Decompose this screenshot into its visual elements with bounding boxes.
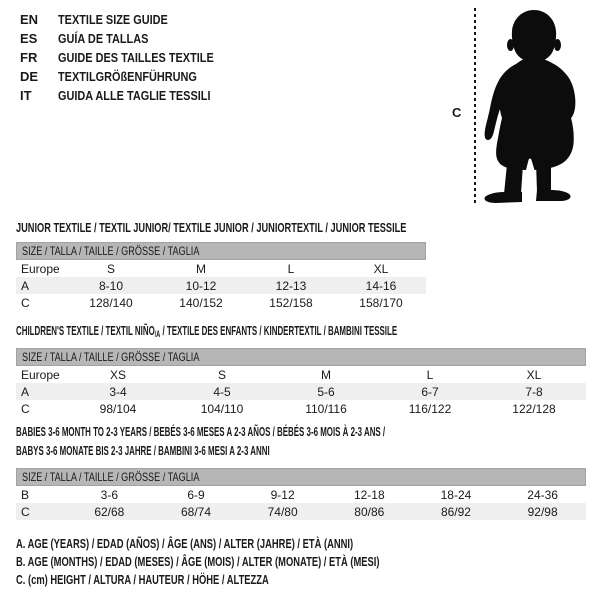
silhouette-foot-right [536, 190, 571, 201]
table-cell: XS [109, 367, 126, 382]
table-cell: 86/92 [440, 504, 471, 519]
table-cell: 3-4 [109, 384, 127, 399]
size-header-bar: SIZE / TALLA / TAILLE / GRÖSSE / TAGLIA [16, 348, 586, 366]
table-cell: 6-9 [187, 487, 205, 502]
table-title: BABIES 3-6 MONTH TO 2-3 YEARS / BEBÉS 3-6 MESES A 2-3 AÑOS / BÉBÉS 3-6 MOIS À 2-3 ANS / BABYS 3-6 MONATE BIS 2-3 JAHRE / BAMBINI 3-6 MESI A 2-3 ANNI [16, 424, 386, 458]
table-cell: 74/80 [267, 504, 298, 519]
height-measure-dashed-line [474, 8, 476, 205]
table-row [16, 383, 586, 400]
language-code: DE [20, 69, 39, 84]
language-title: GUIDE DES TAILLES TEXTILE [58, 50, 214, 65]
table-cell: 104/110 [200, 401, 244, 416]
table-row [16, 294, 426, 311]
height-marker-label: C [452, 105, 462, 120]
toddler-silhouette [482, 6, 587, 206]
row-label: B [21, 487, 30, 502]
legend [16, 535, 501, 589]
silhouette-torso [500, 58, 573, 118]
table-cell: XL [526, 367, 542, 382]
table-row [16, 486, 586, 503]
language-code: IT [20, 88, 32, 103]
table-cell: 18-24 [440, 487, 472, 502]
row-label: C [21, 401, 30, 416]
size-table [16, 366, 586, 417]
table-cell: L [287, 261, 295, 276]
size-table [16, 486, 586, 520]
table-row [16, 260, 426, 277]
table-cell: 4-5 [213, 384, 231, 399]
table-cell: 5-6 [317, 384, 335, 399]
table-cell: 92/98 [527, 504, 558, 519]
legend-line-c: C. (cm) HEIGHT / ALTURA / HAUTEUR / HÖHE / ALTEZZA [16, 573, 269, 587]
legend-line-b: B. AGE (MONTHS) / EDAD (MESES) / ÂGE (MOIS) / ALTER (MONATE) / ETÀ (MESI) [16, 555, 380, 569]
table-cell: 7-8 [525, 384, 543, 399]
table-cell: 128/140 [89, 295, 133, 310]
row-label: Europe [21, 261, 60, 276]
silhouette-ear-right [554, 39, 561, 51]
table-cell: 24-36 [527, 487, 558, 502]
table-row [16, 366, 586, 383]
table-cell: 3-6 [100, 487, 118, 502]
language-code: FR [20, 50, 38, 65]
silhouette-leg-left [504, 164, 523, 194]
language-code: EN [20, 12, 39, 27]
silhouette-ear-left [507, 39, 514, 51]
table-cell: 98/104 [99, 401, 137, 416]
table-cell: 10-12 [185, 278, 217, 293]
table-cell: 68/74 [180, 504, 211, 519]
table-cell: 122/128 [512, 401, 556, 416]
table-title: JUNIOR TEXTILE / TEXTIL JUNIOR/ TEXTILE JUNIOR / JUNIORTEXTIL / JUNIOR TESSILE [16, 220, 407, 235]
row-label: Europe [21, 367, 60, 382]
language-title: GUÍA DE TALLAS [58, 31, 149, 46]
table-cell: XL [373, 261, 389, 276]
silhouette-shorts [496, 112, 574, 170]
silhouette-foot-left [484, 192, 522, 203]
table-cell: 8-10 [98, 278, 124, 293]
language-code: ES [20, 31, 38, 46]
table-cell: 14-16 [365, 278, 397, 293]
table-cell: S [106, 261, 115, 276]
table-row [16, 400, 586, 417]
table-cell: S [217, 367, 226, 382]
language-row [20, 48, 243, 67]
row-label: A [21, 278, 30, 293]
childrens-size-table-section [16, 322, 586, 417]
table-cell: 158/170 [359, 295, 403, 310]
silhouette-leg-right [536, 162, 551, 192]
table-cell: 62/68 [94, 504, 125, 519]
table-cell: 80/86 [354, 504, 385, 519]
size-header-bar: SIZE / TALLA / TAILLE / GRÖSSE / TAGLIA [16, 468, 586, 486]
junior-size-table-section [16, 219, 426, 311]
language-title-list [20, 10, 243, 105]
table-cell: 12-13 [275, 278, 307, 293]
table-row [16, 277, 426, 294]
table-cell: 140/152 [179, 295, 223, 310]
size-header-bar: SIZE / TALLA / TAILLE / GRÖSSE / TAGLIA [16, 242, 426, 260]
size-table [16, 260, 426, 311]
table-row [16, 503, 586, 520]
table-cell: L [426, 367, 434, 382]
table-cell: 110/116 [305, 401, 347, 416]
babies-size-table-section [16, 423, 586, 520]
language-title: GUIDA ALLE TAGLIE TESSILI [58, 88, 211, 103]
table-cell: M [196, 261, 206, 276]
silhouette-head [512, 10, 556, 61]
row-label: C [21, 504, 30, 519]
table-cell: 12-18 [353, 487, 385, 502]
language-row [20, 67, 243, 86]
table-cell: M [321, 367, 331, 382]
table-cell: 9-12 [270, 487, 295, 502]
table-cell: 116/122 [408, 401, 452, 416]
language-row [20, 10, 243, 29]
row-label: A [21, 384, 30, 399]
row-label: C [21, 295, 30, 310]
table-title: CHILDREN'S TEXTILE / TEXTIL NIÑO/A / TEXTILE DES ENFANTS / KINDERTEXTIL / BAMBINI TESSILE [16, 323, 398, 339]
language-title: TEXTILGRÖßENFÜHRUNG [58, 69, 197, 84]
language-title: TEXTILE SIZE GUIDE [58, 12, 168, 27]
legend-line-a: A. AGE (YEARS) / EDAD (AÑOS) / ÂGE (ANS) / ALTER (JAHRE) / ETÀ (ANNI) [16, 537, 354, 551]
table-cell: 152/158 [269, 295, 313, 310]
language-row [20, 86, 243, 105]
table-cell: 6-7 [421, 384, 439, 399]
language-row [20, 29, 243, 48]
